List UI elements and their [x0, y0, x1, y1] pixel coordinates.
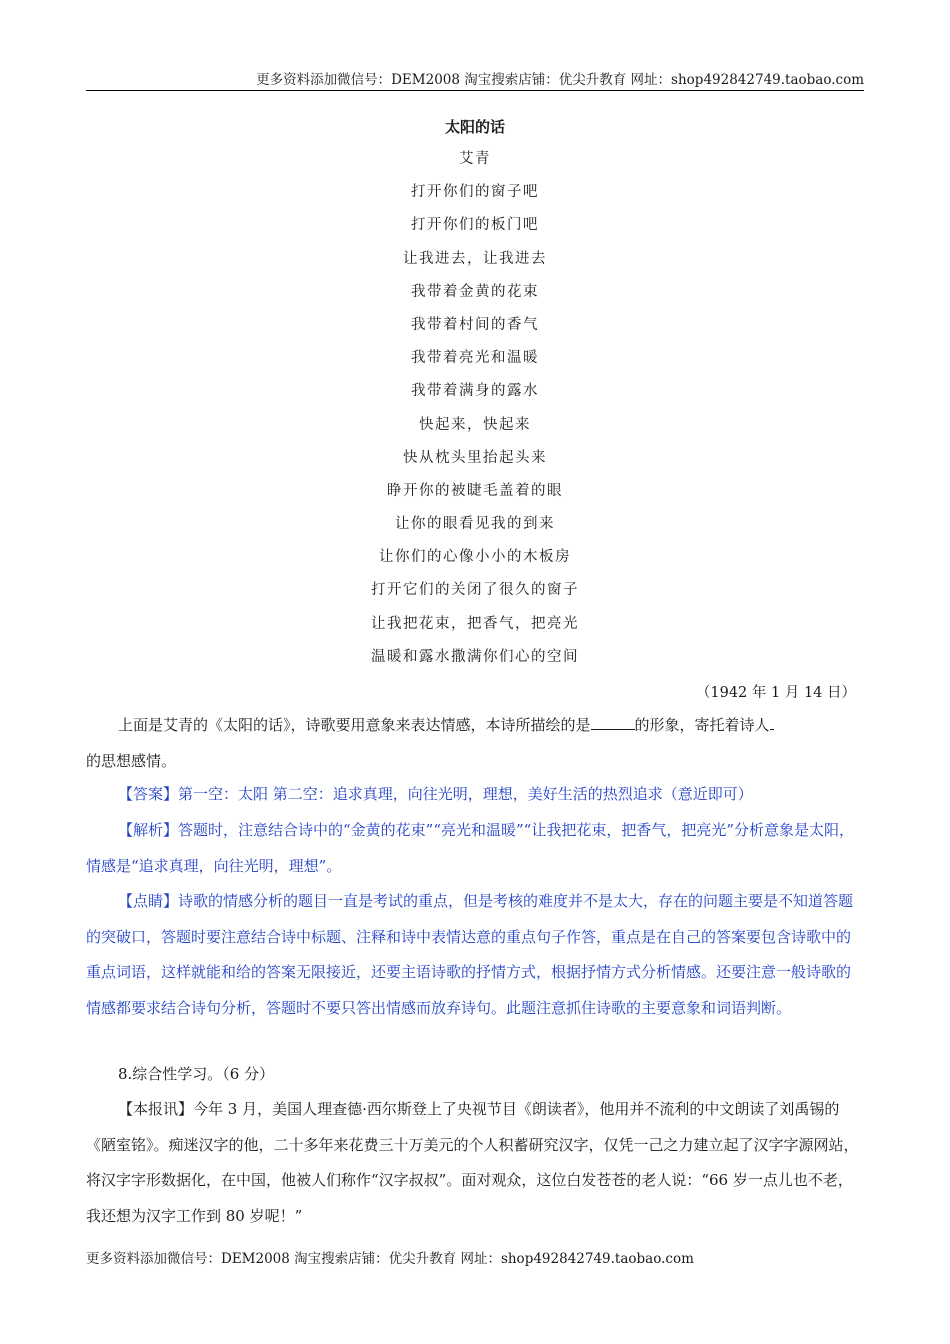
question-paragraph	[86, 708, 864, 779]
answer-paragraph	[86, 777, 864, 813]
tip-paragraph	[86, 884, 864, 1026]
analysis-paragraph	[86, 813, 864, 884]
tip-text: 【点睛】诗歌的情感分析的题目一直是考试的重点，但是考核的难度并不是太大，存在的问题主要是不知道答题的突破口，答题时要注意结合诗中标题、注释和诗中表情达意的重点句子作答，重点是在自己的答案要包含诗歌中的重点词语，这样就能和给的答案无限接近，还要主语诗歌的抒情方式，根据抒情方式分析情感。还要注意一般诗歌的情感都要求结合诗句分析，答题时不要只答出情感而放弃诗句。此题注意抓住诗歌的主要意象和词语判断。	[86, 892, 854, 1017]
poem-title: 太阳的话	[444, 118, 505, 136]
poem-author: 艾青	[459, 151, 491, 167]
q8-news-paragraph	[86, 1092, 864, 1234]
poem-line: 让你们的心像小小的木板房	[379, 549, 571, 566]
analysis-text: 【解析】答题时，注意结合诗中的“金黄的花束”“亮光和温暖”“让我把花束，把香气，把亮光”分析意象是太阳，情感是“追求真理，向往光明，理想”。	[86, 821, 855, 875]
poem-body	[0, 148, 950, 679]
poem-line: 让我进去，让我进去	[403, 250, 547, 267]
poem-line: 我带着金黄的花束	[411, 283, 539, 300]
poem-line: 我带着村间的香气	[411, 316, 539, 333]
poem-line: 快起来，快起来	[419, 416, 531, 433]
footer-text: 更多资料添加微信号：DEM2008 淘宝搜索店铺：优尖升教育 网址：shop492842749.taobao.com	[86, 1251, 694, 1267]
question-text-1: 上面是艾青的《太阳的话》，诗歌要用意象来表达情感，本诗所描绘的是	[118, 716, 591, 734]
question-text-2: 的形象，寄托着诗人	[634, 716, 770, 734]
poem-line: 我带着满身的露水	[411, 383, 539, 400]
q8-title: 8.综合性学习。（6 分）	[118, 1065, 275, 1083]
answer-blank	[591, 715, 635, 730]
poem-date: （1942 年 1 月 14 日）	[695, 685, 856, 701]
page-header	[86, 68, 864, 91]
q8-title-paragraph	[86, 1057, 864, 1093]
poem-line: 温暖和露水撒满你们心的空间	[371, 648, 579, 665]
poem-line: 睁开你的被睫毛盖着的眼	[387, 482, 563, 499]
poem-line: 让我把花束，把香气，把亮光	[371, 615, 579, 632]
poem-line: 快从枕头里抬起头来	[403, 449, 547, 466]
poem-line: 打开你们的窗子吧	[411, 184, 539, 201]
header-text: 更多资料添加微信号：DEM2008 淘宝搜索店铺：优尖升教育 网址：shop492842749.taobao.com	[256, 72, 864, 88]
poem-line: 打开它们的关闭了很久的窗子	[371, 582, 579, 599]
poem-line: 我带着亮光和温暖	[411, 350, 539, 367]
page-footer	[86, 1247, 694, 1267]
answer-text: 【答案】第一空：太阳 第二空：追求真理，向往光明，理想，美好生活的热烈追求（意近即可）	[118, 785, 753, 803]
q8-news-text: 【本报讯】今年 3 月，美国人理查德·西尔斯登上了央视节目《朗读者》，他用并不流利的中文朗读了刘禹锡的《陋室铭》。痴迷汉字的他，二十多年来花费三十万美元的个人积蓄研究汉字，仅凭一己之力建立起了汉字字源网站，将汉字字形数据化，在中国，他被人们称作“汉字叔叔”。面对观众，这位白发苍苍的老人说：“66 岁一点儿也不老，我还想为汉字工作到 80 岁呢！”	[86, 1100, 859, 1225]
answer-blank-2	[770, 715, 774, 730]
poem-line: 打开你们的板门吧	[411, 217, 539, 234]
question-text-3: 的思想感情。	[86, 751, 177, 770]
poem-line: 让你的眼看见我的到来	[395, 516, 555, 533]
